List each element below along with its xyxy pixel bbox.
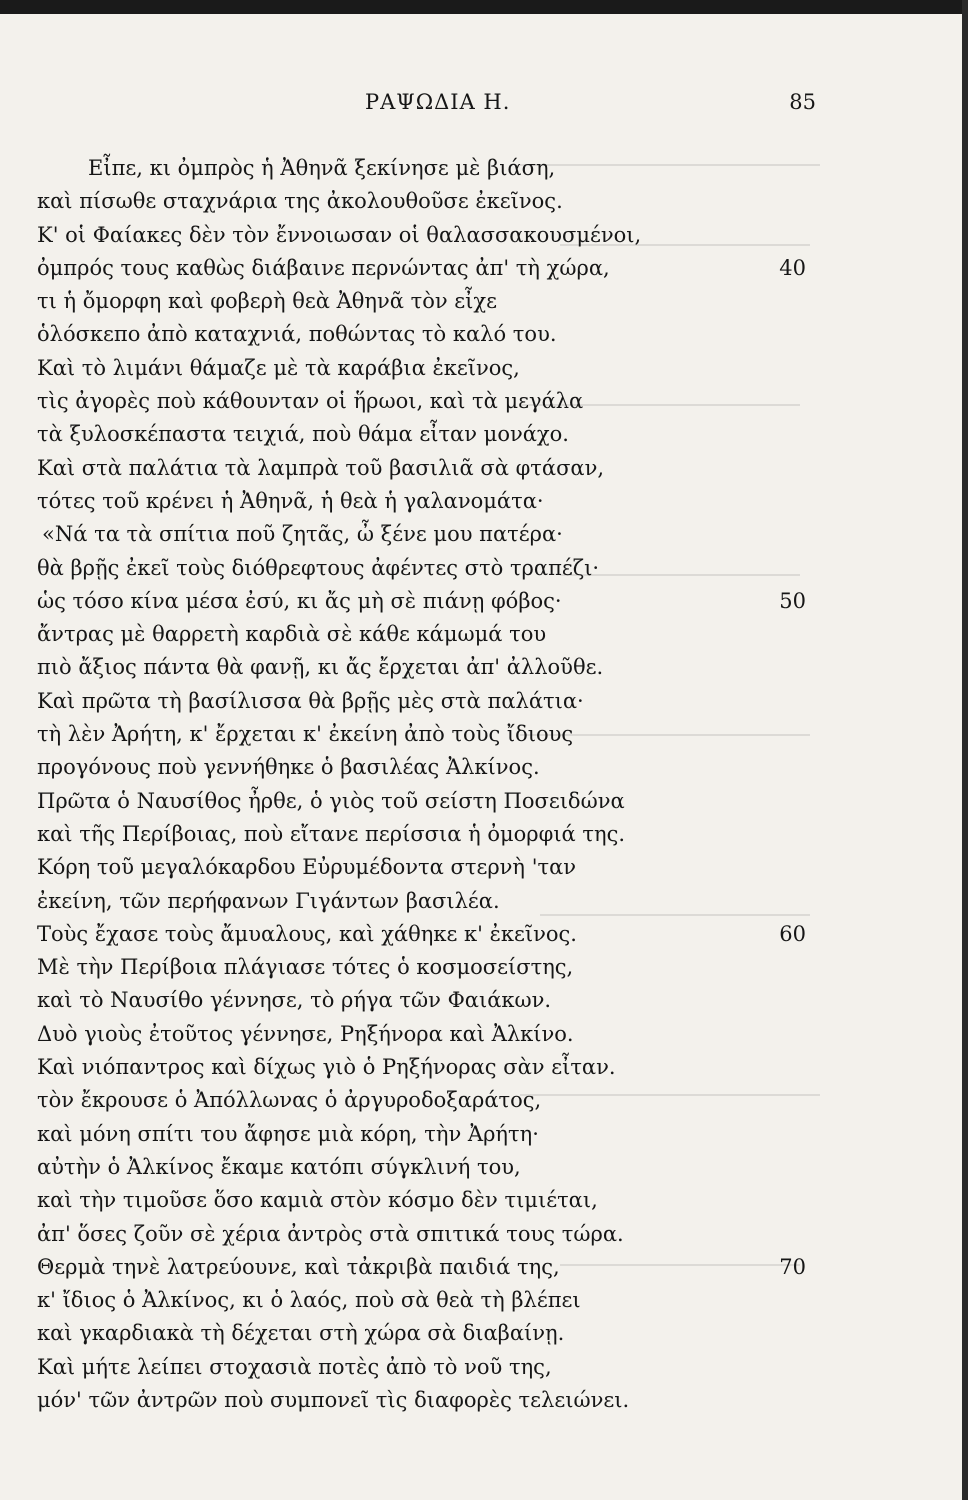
verse-text: Καὶ στὰ παλάτια τὰ λαμπρὰ τοῦ βασιλιᾶ σὰ φτάσαν, [37,455,605,480]
verse-text: προγόνους ποὺ γεννήθηκε ὁ βασιλέας Ἀλκίνος. [37,755,540,780]
verse-line [0,352,962,385]
verse-text: πιὸ ἄξιος πάντα θὰ φανῇ, κι ἄς ἔρχεται ἀπ' ἀλλοῦθε. [37,655,604,680]
verse-line [0,1351,962,1384]
verse-text: Κ' οἱ Φαίακες δὲν τὸν ἔννοιωσαν οἱ θαλασσακουσμένοι, [37,222,642,247]
verse-text: καὶ τὴν τιμοῦσε ὅσο καμιὰ στὸν κόσμο δὲν τιμιέται, [37,1188,598,1213]
verse-line [0,152,962,185]
verse-text: θὰ βρῇς ἐκεῖ τοὺς διόθρεφτους ἀφέντες στὸ τραπέζι· [37,555,600,580]
verse-line [0,452,962,485]
verse-line [0,851,962,884]
page-edge-shadow [962,0,968,1500]
page-number: 85 [789,90,816,114]
verse-line [0,618,962,651]
verse-line [0,185,962,218]
verse-line [0,1284,962,1317]
verse-text: «Νά τα τὰ σπίτια ποῦ ζητᾶς, ὦ ξένε μου πατέρα· [42,522,563,547]
verse-line [0,1084,962,1117]
verse-line [0,418,962,451]
verse-line [0,1317,962,1350]
verse-text: ἐκείνη, τῶν περήφανων Γιγάντων βασιλέα. [37,888,500,913]
verse-line [0,219,962,252]
verse-text: αὐτὴν ὁ Ἀλκίνος ἔκαμε κατόπι σύγκλινή του, [37,1154,521,1179]
verse-line [0,1218,962,1251]
verse-line [0,718,962,751]
verse-text: Τοὺς ἔχασε τοὺς ἄμυαλους, καὶ χάθηκε κ' ἐκεῖνος. [37,921,577,946]
verse-text: Κόρη τοῦ μεγαλόκαρδου Εὐρυμέδοντα στερνὴ 'ταν [37,855,577,880]
verse-text: ὀμπρός τους καθὼς διάβαινε περνώντας ἀπ' τὴ χώρα, [37,255,610,280]
verse-line [0,1184,962,1217]
verse-text: τὰ ξυλοσκέπαστα τειχιά, ποὺ θάμα εἶταν μονάχο. [37,422,569,447]
verse-line [0,751,962,784]
verse-text: ἄντρας μὲ θαρρετὴ καρδιὰ σὲ κάθε κάμωμά του [37,622,547,647]
verse-line [0,518,962,551]
verse-text: τὶς ἀγορὲς ποὺ κάθουνταν οἱ ἥρωοι, καὶ τὰ μεγάλα [37,389,584,414]
verse-text: καὶ τῆς Περίβοιας, ποὺ εἴτανε περίσσια ἡ ὀμορφιά της. [37,821,626,846]
book-page [0,14,962,1500]
verse-text: ἀπ' ὅσες ζοῦν σὲ χέρια ἀντρὸς στὰ σπιτικά τους τώρα. [37,1221,624,1246]
verse-line [0,918,962,951]
verse-line [0,552,962,585]
verse-line [0,285,962,318]
verse-text: Δυὸ γιοὺς ἐτοῦτος γέννησε, Ρηξήνορα καὶ Ἀλκίνο. [37,1021,574,1046]
verse-text: Εἶπε, κι ὀμπρὸς ἡ Ἀθηνᾶ ξεκίνησε μὲ βιάση, [88,156,556,180]
line-number: 70 [779,1254,806,1279]
verse-line [0,1151,962,1184]
verse-line [0,885,962,918]
verse-text: ὡς τόσο κίνα μέσα ἐσύ, κι ἄς μὴ σὲ πιάνῃ φόβος· [37,588,562,613]
verse-text: καὶ πίσωθε σταχνάρια της ἀκολουθοῦσε ἐκεῖνος. [37,189,563,214]
line-number: 40 [779,255,806,280]
verse-text: Πρῶτα ὁ Ναυσίθος ἦρθε, ὁ γιὸς τοῦ σείστη Ποσειδώνα [37,788,625,813]
verse-line [0,1018,962,1051]
verse-line [0,951,962,984]
verse-text: τι ἡ ὄμορφη καὶ φοβερὴ θεὰ Ἀθηνᾶ τὸν εἶχε [37,289,498,314]
verse-line [0,252,962,285]
verse-text: Μὲ τὴν Περίβοια πλάγιασε τότες ὁ κοσμοσείστης, [37,955,574,980]
poem-text [0,152,962,1417]
verse-line [0,1251,962,1284]
verse-text: τὸν ἔκρουσε ὁ Ἀπόλλωνας ὁ ἀργυροδοξαράτος, [37,1088,542,1113]
verse-line [0,485,962,518]
line-number: 60 [779,921,806,946]
verse-text: ὁλόσκεπο ἀπὸ καταχνιά, ποθώντας τὸ καλό του. [37,322,557,347]
verse-line [0,1051,962,1084]
verse-text: Καὶ μήτε λείπει στοχασιὰ ποτὲς ἀπὸ τὸ νοῦ της, [37,1354,552,1379]
running-title: ΡΑΨΩΔΙΑ Η. [365,90,511,114]
verse-text: τὴ λὲν Ἀρήτη, κ' ἔρχεται κ' ἐκείνη ἀπὸ τοὺς ἴδιους [37,722,574,747]
verse-text: κ' ἴδιος ὁ Ἀλκίνος, κι ὁ λαός, ποὺ σὰ θεὰ τὴ βλέπει [37,1288,581,1313]
verse-text: Καὶ τὸ λιμάνι θάμαζε μὲ τὰ καράβια ἐκεῖνος, [37,355,520,380]
verse-text: καὶ γκαρδιακὰ τὴ δέχεται στὴ χώρα σὰ διαβαίνῃ. [37,1321,565,1346]
verse-line [0,685,962,718]
verse-line [0,651,962,684]
line-number: 50 [779,588,806,613]
verse-text: τότες τοῦ κρένει ἡ Ἀθηνᾶ, ἡ θεὰ ἡ γαλανομάτα· [37,488,544,513]
verse-text: μόν' τῶν ἀντρῶν ποὺ συμπονεῖ τὶς διαφορὲς τελειώνει. [37,1387,630,1412]
verse-text: Καὶ νιόπαντρος καὶ δίχως γιὸ ὁ Ρηξήνορας σὰν εἶταν. [37,1055,616,1080]
verse-line [0,1118,962,1151]
verse-line [0,318,962,351]
verse-text: καὶ μόνη σπίτι του ἄφησε μιὰ κόρη, τὴν Ἀρήτη· [37,1121,539,1146]
verse-text: καὶ τὸ Ναυσίθο γέννησε, τὸ ρήγα τῶν Φαιάκων. [37,988,552,1013]
verse-line [0,385,962,418]
verse-line [0,984,962,1017]
verse-line [0,1384,962,1417]
verse-text: Θερμὰ τηνὲ λατρεύουνε, καὶ τἀκριβὰ παιδιά της, [37,1254,560,1279]
verse-text: Καὶ πρῶτα τὴ βασίλισσα θὰ βρῇς μὲς στὰ παλάτια· [37,688,584,713]
verse-line [0,818,962,851]
verse-line [0,585,962,618]
page-header [0,90,962,130]
verse-line [0,785,962,818]
